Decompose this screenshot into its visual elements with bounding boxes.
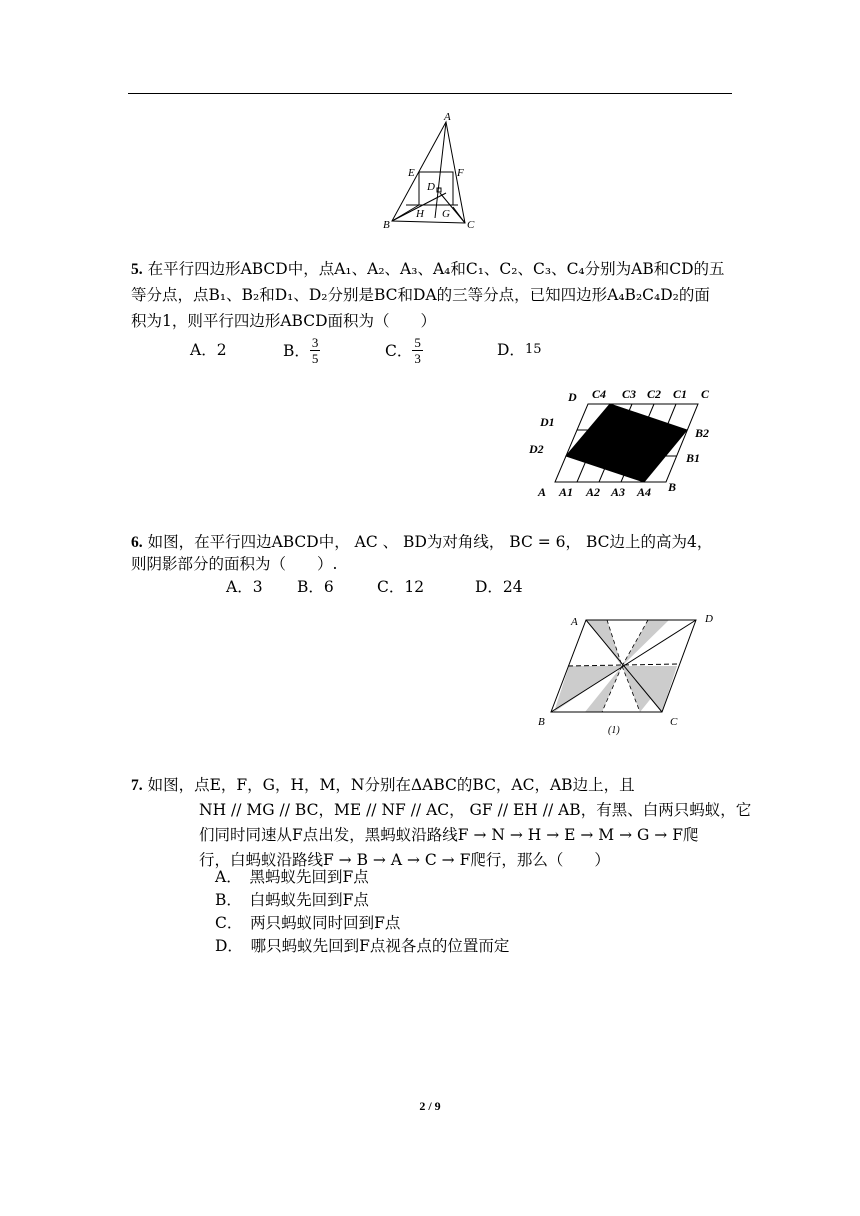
q7-option-d[interactable]: D． 哪只蚂蚁先回到F点视各点的位置而定 bbox=[215, 937, 510, 955]
label-bottom-A1: A1 bbox=[559, 485, 574, 499]
label-top-C1: C1 bbox=[673, 387, 688, 401]
label-bottom-B: B bbox=[668, 480, 677, 494]
q5-option-b-fraction bbox=[310, 335, 321, 366]
q5-option-b-letter: B． bbox=[283, 341, 310, 360]
q7-option-b[interactable]: B． 白蚂蚁先回到F点 bbox=[215, 891, 369, 909]
label-bottom-A: A bbox=[538, 485, 547, 499]
q7-line3 bbox=[199, 823, 698, 848]
label-A: A bbox=[444, 111, 451, 123]
q7-option-a[interactable]: A． 黑蚂蚁先回到F点 bbox=[215, 868, 369, 886]
label-top-C: C bbox=[701, 387, 710, 401]
triangle-figure bbox=[378, 108, 488, 234]
page-number: 2 / 9 bbox=[419, 1099, 441, 1113]
shaded-parallelogram-figure bbox=[530, 606, 725, 741]
q5-option-c[interactable] bbox=[385, 335, 423, 366]
q5-text-1: 在平行四边形ABCD中，点A₁、A₂、A₃、A₄和C₁、C₂、C₃、C₄分别为AB和CD的五 bbox=[147, 260, 725, 278]
q6-line2 bbox=[131, 552, 337, 577]
q5-option-c-numerator: 5 bbox=[414, 335, 421, 350]
q5-line1 bbox=[131, 257, 725, 282]
label-G: G bbox=[442, 208, 450, 220]
q5-option-d[interactable] bbox=[497, 339, 541, 361]
q5-option-b-numerator: 3 bbox=[311, 335, 319, 350]
q6-option-a[interactable]: A．3 bbox=[226, 578, 263, 596]
q5-line3 bbox=[131, 309, 436, 334]
q5-option-c-fraction bbox=[412, 335, 423, 366]
q5-text-2: 等分点，点B₁、B₂和D₁、D₂分别是BC和DA的三等分点，已知四边形A₄B₂C₄D₂的面 bbox=[131, 286, 710, 304]
q7-line1 bbox=[131, 773, 635, 798]
label-B: B bbox=[383, 219, 390, 231]
q7-text-4: 行，白蚂蚁沿路线F → B → A → C → F爬行，那么（ ） bbox=[199, 851, 610, 869]
label-bottom-A4: A4 bbox=[637, 485, 652, 499]
q7-option-c[interactable]: C． 两只蚂蚁同时回到F点 bbox=[215, 914, 401, 932]
q5-option-a-letter: A． bbox=[190, 341, 217, 359]
label-C: C bbox=[670, 716, 678, 728]
label-E: E bbox=[408, 167, 415, 179]
label-D: D bbox=[427, 181, 435, 193]
label-top-C4: C4 bbox=[592, 387, 607, 401]
header-rule bbox=[128, 93, 732, 94]
label-A: A bbox=[571, 616, 578, 628]
label-top-C3: C3 bbox=[622, 387, 637, 401]
label-top-D: D bbox=[568, 390, 577, 404]
q5-option-c-letter: C． bbox=[385, 341, 413, 360]
q5-line2 bbox=[131, 283, 710, 308]
q7-number: 7. bbox=[131, 777, 143, 794]
q6-option-d[interactable]: D．24 bbox=[475, 578, 523, 596]
q6-option-b[interactable]: B．6 bbox=[297, 578, 334, 596]
q7-line2 bbox=[199, 798, 751, 823]
label-bottom-A2: A2 bbox=[586, 485, 601, 499]
q5-text-3: 积为1，则平行四边形ABCD面积为（ ） bbox=[131, 312, 437, 330]
label-left-D1: D1 bbox=[540, 415, 555, 429]
label-bottom-A3: A3 bbox=[611, 485, 626, 499]
q6-number: 6. bbox=[131, 534, 143, 551]
q5-option-b-denominator: 5 bbox=[311, 351, 319, 366]
q7-text-1: 如图，点E，F，G，H，M，N分别在ΔABC的BC，AC，AB边上，且 bbox=[147, 776, 635, 794]
label-right-B1: B1 bbox=[686, 451, 701, 465]
q6-text-1: 如图，在平行四边ABCD中， AC 、 BD为对角线， BC = 6， BC边上的高为4， bbox=[147, 533, 713, 551]
label-B: B bbox=[538, 716, 545, 728]
label-D: D bbox=[705, 613, 713, 625]
label-F: F bbox=[457, 167, 464, 179]
q6-option-c[interactable]: C．12 bbox=[377, 578, 425, 596]
q5-option-c-denominator: 3 bbox=[414, 351, 421, 366]
q5-option-d-value: 15 bbox=[524, 342, 542, 357]
q7-text-3: 们同时同速从F点出发，黑蚂蚁沿路线F → N → H → E → M → G → F爬 bbox=[199, 826, 699, 844]
label-right-B2: B2 bbox=[695, 426, 710, 440]
q5-option-b[interactable] bbox=[283, 335, 320, 366]
q6-text-2: 则阴影部分的面积为（ ）. bbox=[131, 555, 338, 573]
q5-option-a-value: 2 bbox=[216, 341, 227, 359]
q7-text-2: NH // MG // BC，ME // NF // AC， GF // EH // AB，有黑、白两只蚂蚁，它 bbox=[199, 801, 752, 819]
figure-caption: (1) bbox=[608, 725, 620, 736]
q5-option-d-letter: D． bbox=[497, 341, 525, 359]
q5-number: 5. bbox=[131, 261, 143, 278]
parallelogram-grid-figure bbox=[525, 380, 725, 502]
q5-option-a[interactable] bbox=[190, 339, 227, 361]
label-top-C2: C2 bbox=[647, 387, 662, 401]
label-H: H bbox=[416, 208, 424, 220]
label-C: C bbox=[467, 219, 475, 231]
label-left-D2: D2 bbox=[529, 442, 544, 456]
